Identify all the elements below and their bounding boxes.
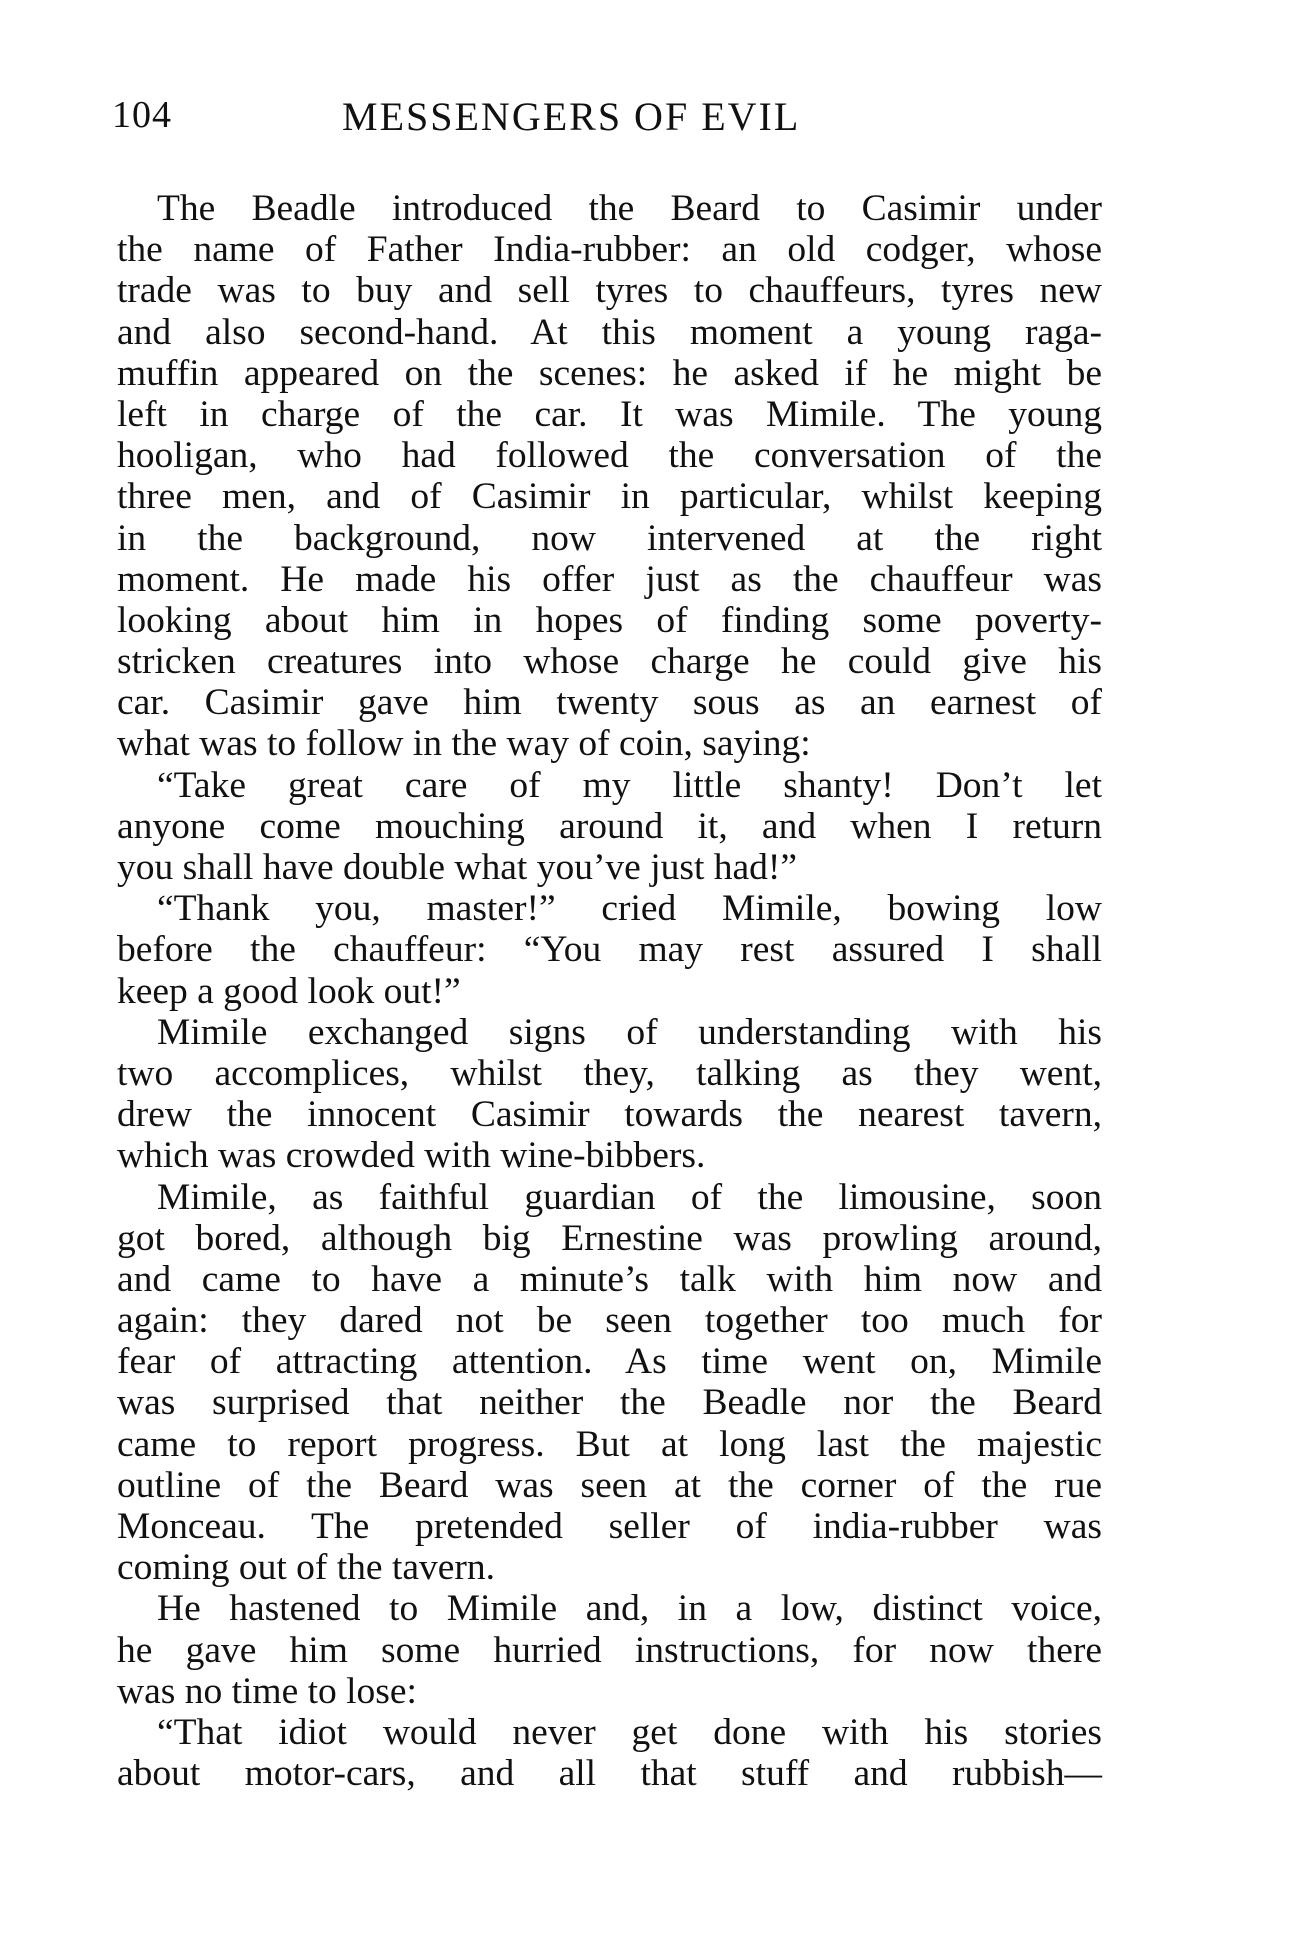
text-line: coming out of the tavern. <box>117 1547 496 1589</box>
text-line: and came to have a minute’s talk with him now and <box>117 1258 1102 1300</box>
text-line: Mimile exchanged signs of understanding with his <box>157 1011 1102 1053</box>
text-line: you shall have double what you’ve just had!” <box>117 847 798 888</box>
text-line: left in charge of the car. It was Mimile. The young <box>117 393 1102 435</box>
text-line: which was crowded with wine-bibbers. <box>117 1135 706 1177</box>
text-line: he gave him some hurried instructions, for now there <box>117 1629 1102 1671</box>
text-line: keep a good look out!” <box>117 970 461 1012</box>
running-head <box>112 93 1102 143</box>
text-line: three men, and of Casimir in particular, whilst keeping <box>117 476 1102 518</box>
body-text <box>117 188 1102 1794</box>
text-line: the name of Father India-rubber: an old codger, whose <box>117 229 1102 271</box>
text-line: came to report progress. But at long last the majestic <box>117 1423 1102 1465</box>
text-line: about motor-cars, and all that stuff and rubbish— <box>117 1753 1102 1795</box>
text-line: anyone come mouching around it, and when I return <box>117 805 1102 847</box>
text-line: drew the innocent Casimir towards the nearest tavern, <box>117 1094 1102 1136</box>
text-line: “That idiot would never get done with his stories <box>157 1711 1102 1753</box>
text-line: again: they dared not be seen together too much for <box>117 1300 1102 1342</box>
text-line: in the background, now intervened at the right <box>117 517 1102 559</box>
text-line: two accomplices, whilst they, talking as they went, <box>117 1052 1102 1094</box>
text-line: He hastened to Mimile and, in a low, distinct voice, <box>157 1588 1102 1630</box>
page-number: 104 <box>112 94 172 136</box>
text-line: outline of the Beard was seen at the corner of the rue <box>117 1464 1102 1506</box>
text-line: stricken creatures into whose charge he could give his <box>117 641 1102 683</box>
text-line: car. Casimir gave him twenty sous as an earnest of <box>117 682 1102 724</box>
text-line: before the chauffeur: “You may rest assured I shall <box>117 929 1102 971</box>
text-line: was no time to lose: <box>117 1670 417 1712</box>
text-line: looking about him in hopes of finding some poverty- <box>117 599 1102 641</box>
text-line: “Take great care of my little shanty! Don’t let <box>157 764 1102 806</box>
text-line: hooligan, who had followed the conversation of the <box>117 435 1102 477</box>
text-line: and also second-hand. At this moment a young raga- <box>117 311 1102 353</box>
text-line: Monceau. The pretended seller of india-rubber was <box>117 1506 1102 1547</box>
running-title: MESSENGERS OF EVIL <box>342 94 801 139</box>
text-line: fear of attracting attention. As time went on, Mimile <box>117 1341 1102 1383</box>
text-line: The Beadle introduced the Beard to Casimir under <box>157 188 1102 229</box>
text-line: got bored, although big Ernestine was prowling around, <box>117 1217 1102 1259</box>
text-line: Mimile, as faithful guardian of the limousine, soon <box>157 1176 1102 1218</box>
text-line: was surprised that neither the Beadle nor the Beard <box>117 1382 1102 1424</box>
text-line: “Thank you, master!” cried Mimile, bowing low <box>157 888 1102 930</box>
text-line: what was to follow in the way of coin, saying: <box>117 723 811 765</box>
text-line: moment. He made his offer just as the chauffeur was <box>117 558 1102 600</box>
text-line: muffin appeared on the scenes: he asked if he might be <box>117 352 1102 394</box>
text-line: trade was to buy and sell tyres to chauffeurs, tyres new <box>117 270 1102 312</box>
